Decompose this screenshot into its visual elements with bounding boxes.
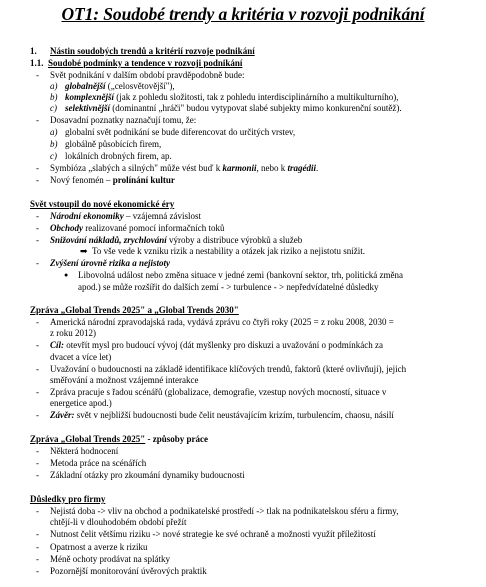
bullet-icon: ● <box>64 271 69 279</box>
dash: - <box>36 163 39 173</box>
dash: - <box>36 70 39 80</box>
dash: - <box>36 470 39 480</box>
dash: - <box>36 317 39 327</box>
section-heading: Zpráva „Global Trends 2025" a „Global Trends 2030" <box>30 305 239 315</box>
dash: - <box>36 387 39 397</box>
list-letter: c) <box>50 151 57 161</box>
list-item: Metoda práce na scénářích <box>50 458 147 468</box>
list-item: Svět podnikání v dalším období pravděpodobně bude: <box>50 70 245 80</box>
list-item: Dosavadní poznatky naznačují tomu, že: <box>50 115 197 125</box>
list-item: selektivnější (dominantní „hráči" budou vytypovat slabé subjekty mimo konkurenční soutěž). <box>65 103 402 113</box>
list-letter: c) <box>50 103 57 113</box>
dash: - <box>36 115 39 125</box>
dash: - <box>36 175 39 185</box>
list-item: Nový fenomén – prolínání kultur <box>50 175 175 185</box>
list-item: globálně působících firem, <box>65 139 162 149</box>
list-item: chtějí-li v dlouhodobém období přežít <box>50 517 187 527</box>
list-item: Nejistá doba -> vliv na obchod a podnikatelské prostředí -> tlak na podnikatelskou sféru a firmy, <box>50 506 399 516</box>
dash: - <box>36 410 39 420</box>
list-item: Pozornější monitorování úvěrových praktik <box>50 566 207 576</box>
list-item: globalnější („celosvětovější"), <box>65 81 175 91</box>
list-item: Americká národní zpravodajská rada, vydává zprávu co čtyři roky (2025 = z roku 2008, 2030 = <box>50 317 394 327</box>
list-item: To vše vede k vzniku rizik a nestability a otázek jak riziko a nejistotu snížit. <box>92 246 366 256</box>
list-item: Zvýšení úrovně rizika a nejistoty <box>50 258 170 268</box>
list-item: Uvažování o budoucnosti na základě identifikace klíčových trendů, faktorů (které ovlivňují), jejich <box>50 364 407 374</box>
dash: - <box>36 340 39 350</box>
dash: - <box>36 554 39 564</box>
list-item: Opatrnost a averze k riziku <box>50 542 148 552</box>
section-heading: Zpráva „Global Trends 2025" - způsoby práce <box>30 434 209 444</box>
list-item: Obchody realizované pomocí informačních toků <box>50 223 225 233</box>
dash: - <box>36 446 39 456</box>
dash: - <box>36 506 39 516</box>
list-letter: b) <box>50 139 58 149</box>
list-item: Národní ekonomiky – vzájemná závislost <box>50 211 201 221</box>
list-item: Méně ochoty prodávat na splátky <box>50 554 170 564</box>
list-item: Některá hodnocení <box>50 446 119 456</box>
heading-1-1-number: 1.1. <box>30 58 44 68</box>
dash: - <box>36 529 39 539</box>
section-heading: Důsledky pro firmy <box>30 494 106 504</box>
dash: - <box>36 458 39 468</box>
dash: - <box>36 364 39 374</box>
list-item: apod.) se může rozšířit do dalších zemí - > turbulence - > nepředvídatelné důsledky <box>78 282 379 292</box>
list-item: dvacet a více let) <box>50 352 112 362</box>
list-item: směřování a možnost vzájemné interakce <box>50 375 199 385</box>
list-letter: a) <box>50 81 58 91</box>
heading-1-1: Soudobé podmínky a tendence v rozvoji podnikání <box>48 58 243 68</box>
list-item: komplexnější (jak z pohledu složitosti, tak z pohledu interdisciplinárního a multikulturního), <box>65 92 399 102</box>
list-item: Nutnost čelit většímu riziku -> nové strategie ke své ochraně a možnosti využít příležitostí <box>50 529 376 539</box>
list-item: energetice apod.) <box>50 398 112 408</box>
dash: - <box>36 211 39 221</box>
heading-1-number: 1. <box>30 46 37 56</box>
list-item: Základní otázky pro zkoumání dynamiky budoucnosti <box>50 470 245 480</box>
dash: - <box>36 223 39 233</box>
list-item: globalní svět podnikání se bude diferencovat do určitých vrstev, <box>65 127 296 137</box>
list-letter: b) <box>50 92 58 102</box>
arrow-icon: ➡ <box>80 246 88 256</box>
dash: - <box>36 258 39 268</box>
list-item: Závěr: svět v nejbližší budoucnosti bude čelit neustávajícím krizím, turbulencím, chaosu, násilí <box>50 410 394 420</box>
list-item: Zpráva pracuje s řadou scénářů (globalizace, demografie, vzestup nových mocností, situace v <box>50 387 387 397</box>
list-item: Symbióza „slabých a silných" může vést buď k karmonii, nebo k tragédii. <box>50 163 319 173</box>
list-letter: a) <box>50 127 58 137</box>
list-item: Cíl: otevřít mysl pro budoucí vývoj (dát myšlenky pro diskuzi a uvažování o podmínkách za <box>50 340 383 350</box>
dash: - <box>36 542 39 552</box>
dash: - <box>36 235 39 245</box>
dash: - <box>36 566 39 576</box>
list-item: lokálních drobných firem, ap. <box>65 151 172 161</box>
list-item: Libovolná událost nebo změna situace v jedné zemi (bankovní sektor, trh, politická změna <box>78 270 404 280</box>
heading-1: Nástin soudobých trendů a kritérií rozvoje podnikání <box>50 46 255 56</box>
section-heading: Svět vstoupil do nové ekonomické éry <box>30 199 175 209</box>
list-item: z roku 2012) <box>50 328 96 338</box>
document-title: OT1: Soudobé trendy a kritéria v rozvoji podnikání <box>61 4 425 24</box>
list-item: Snižování nákladů, zrychlování výroby a distribuce výrobků a služeb <box>50 235 303 245</box>
